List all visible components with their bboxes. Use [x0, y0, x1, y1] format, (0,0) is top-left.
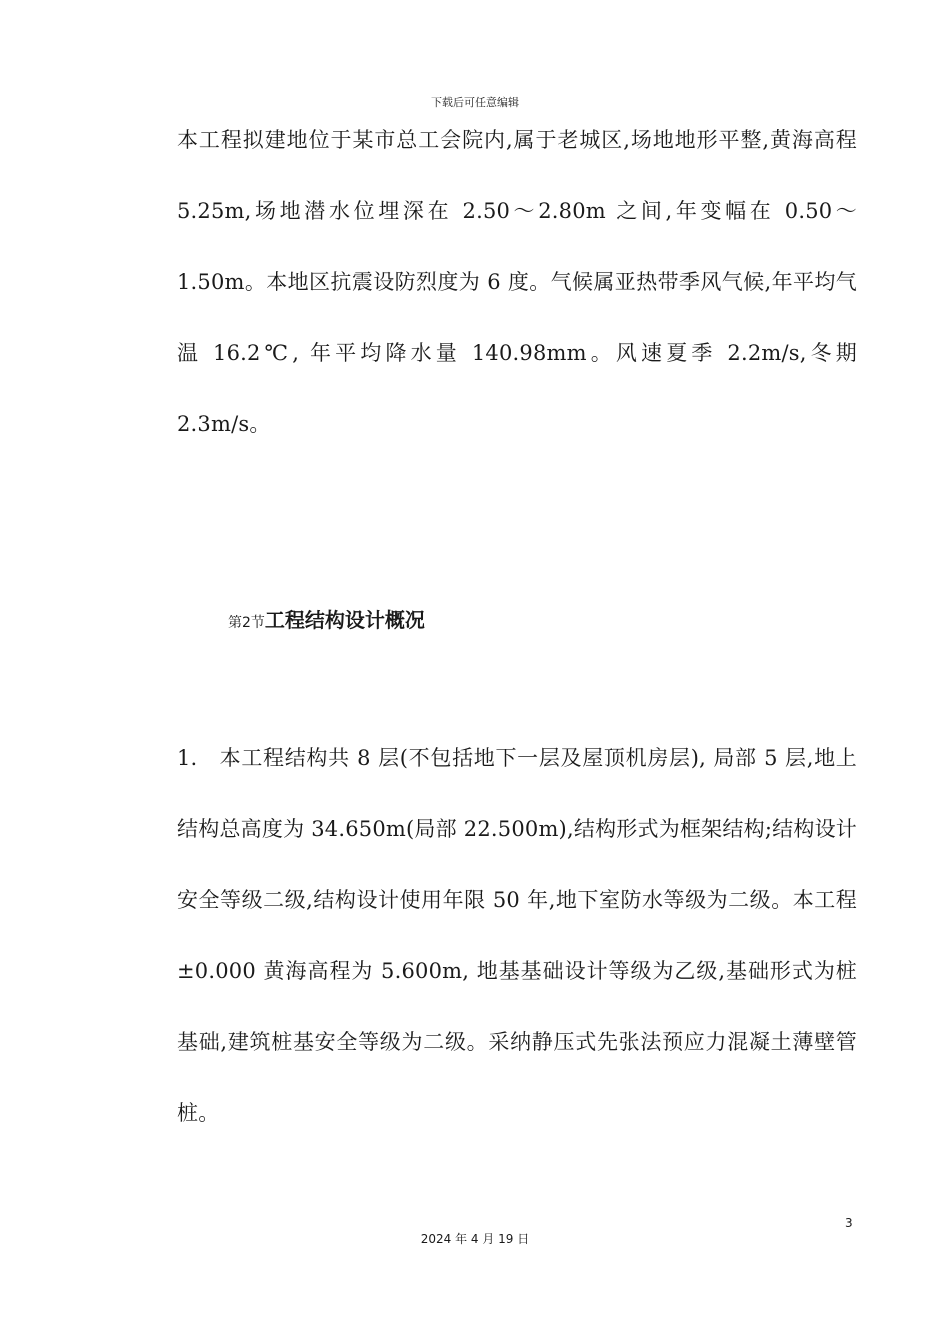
page-number: 3: [845, 1216, 853, 1230]
footer-date: 2024 年 4 月 19 日: [420, 1232, 530, 1246]
section-title: 工程结构设计概况: [264, 608, 425, 632]
site-info-paragraph: 本工程拟建地位于某市总工会院内,属于老城区,场地地形平整,黄海高程 5.25m,场地潜水位埋深在 2.50～2.80m 之间,年变幅在 0.50～1.50m。本地区抗震设防烈度为 6 度。气候属亚热带季风气候,年平均气温 16.2℃, 年平均降水量 140.98mm。风速夏季 2.2m/s,冬期 2.3m/s。: [177, 128, 857, 436]
section-number: 第2节: [228, 615, 265, 631]
section-heading: [228, 604, 425, 633]
structure-info-paragraph: 1. 本工程结构共 8 层(不包括地下一层及屋顶机房层), 局部 5 层,地上结构总高度为 34.650m(局部 22.500m),结构形式为框架结构;结构设计安全等级二级,结构设计使用年限 50 年,地下室防水等级为二级。本工程±0.000 黄海高程为 5.600m, 地基基础设计等级为乙级,基础形式为桩基础,建筑桩基安全等级为二级。采纳静压式先张法预应力混凝土薄壁管桩。: [177, 746, 857, 1125]
page-header: 下载后可任意编辑: [431, 96, 519, 109]
